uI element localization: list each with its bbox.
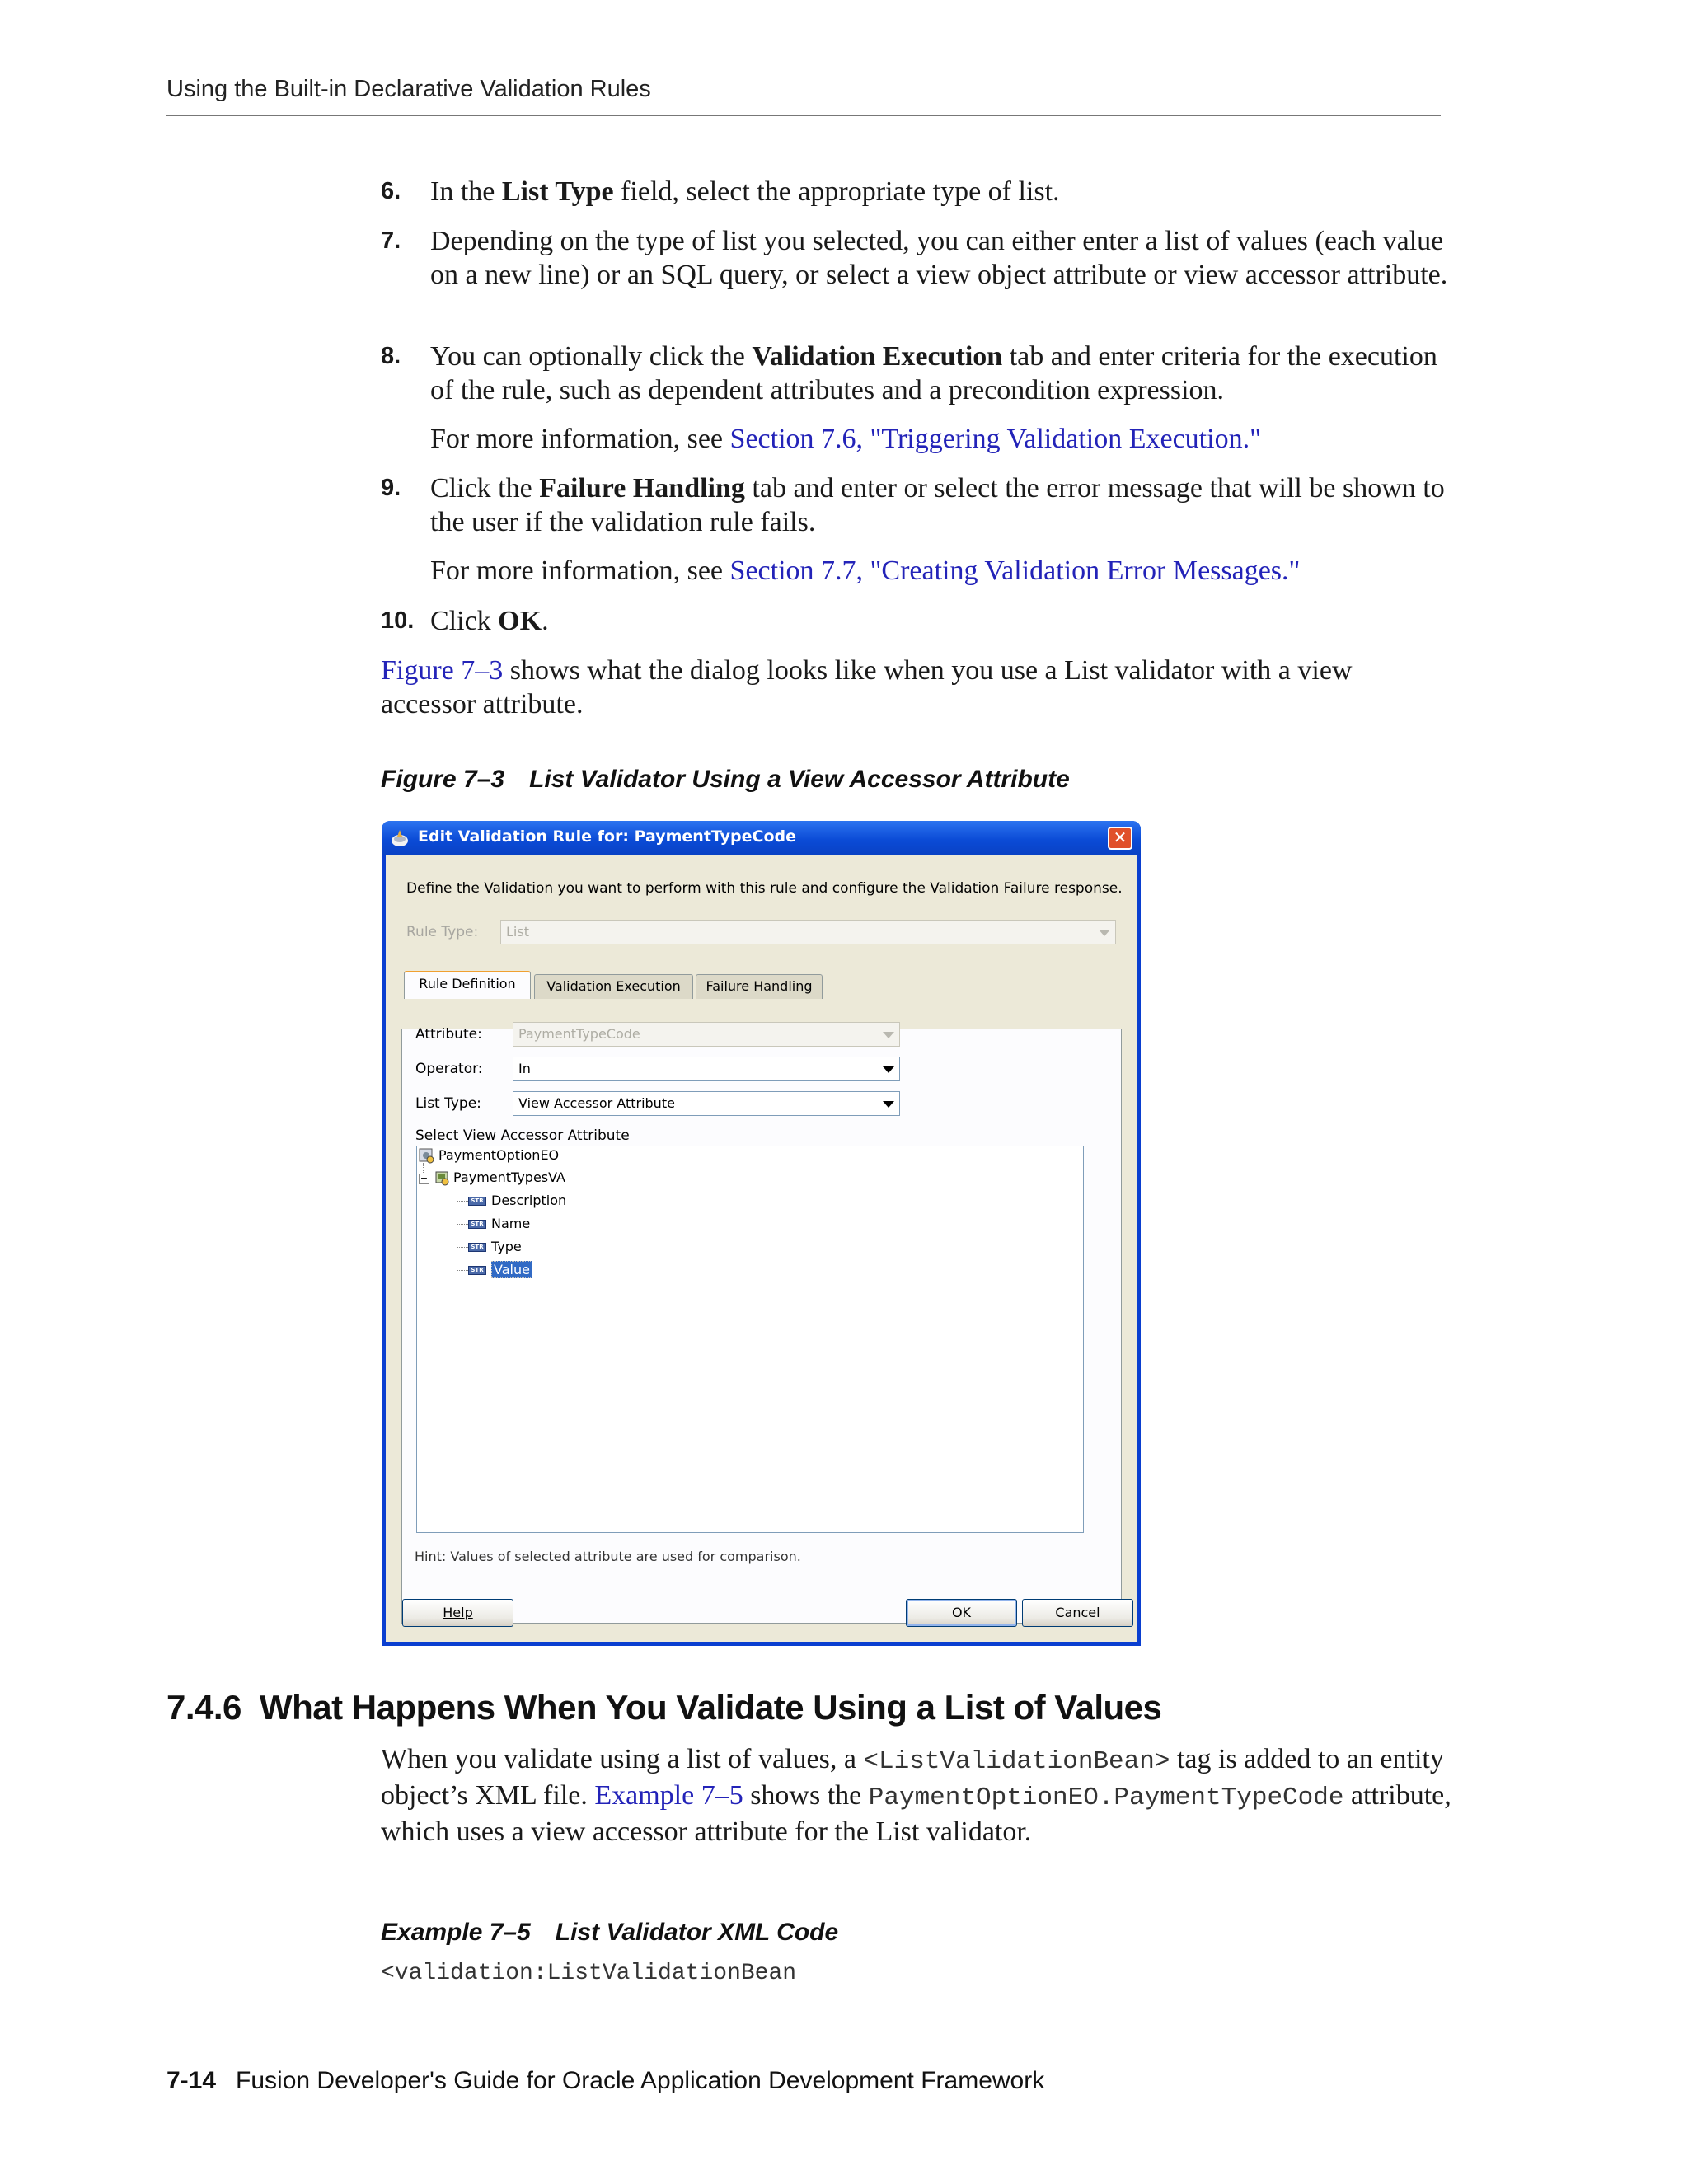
jdeveloper-icon [390,828,410,848]
caption-label: Example 7–5 [381,1919,531,1946]
close-button[interactable]: ✕ [1108,827,1132,850]
tree-node-label: PaymentOptionEO [438,1147,560,1163]
example-code-line: <validation:ListValidationBean [381,1961,797,1986]
para-text: attribute, which uses a view accessor attribute for the List validator. [381,1780,1451,1847]
step-bold-term: List Type [501,176,614,207]
step-7 [381,224,1452,292]
help-button[interactable] [402,1599,513,1627]
step-number: 7. [381,227,401,254]
page-footer [166,2067,1044,2095]
step-bold-term: Failure Handling [539,473,745,504]
tree-leaf-label: Description [491,1193,567,1208]
step-6 [381,175,1452,209]
dialog-description: Define the Validation you want to perform with this rule and configure the Validation Failure response. [406,880,1123,897]
header-rule [166,115,1441,116]
step-text: tab and enter criteria for the execution of the rule, such as dependent attributes and a precondition expression. [430,341,1437,405]
figure-intro-paragraph [381,654,1452,721]
para-text: shows what the dialog looks like when you use a List validator with a view accessor attribute. [381,655,1353,719]
step-text: field, select the appropriate type of list. [613,176,1060,207]
inline-code: <ListValidationBean> [863,1747,1170,1776]
attribute-label: Attribute: [415,1026,482,1043]
entity-object-icon [419,1148,435,1165]
step-number: 9. [381,475,401,501]
view-accessor-icon [434,1170,450,1187]
step-8 [381,340,1452,407]
para-text: When you validate using a list of values, a [381,1744,864,1774]
step-text: tab and enter or select the error message that will be shown to the user if the validation rule fails. [430,473,1445,537]
operator-label: Operator: [415,1061,483,1077]
string-type-icon: STR [468,1266,486,1275]
rule-type-value: List [506,924,529,940]
view-accessor-tree[interactable] [416,1146,1084,1533]
string-type-icon: STR [468,1243,486,1252]
tree-leaf-label: Type [491,1239,522,1254]
dialog-title: Edit Validation Rule for: PaymentTypeCode [418,827,796,846]
tree-leaf-name[interactable] [457,1214,530,1234]
attribute-value: PaymentTypeCode [518,1026,640,1042]
dialog-titlebar [382,821,1141,855]
page-number: 7-14 [166,2067,217,2094]
tab-failure-handling[interactable]: Failure Handling [696,974,823,999]
tree-leaf-label: Name [491,1216,531,1231]
tab-rule-definition[interactable]: Rule Definition [404,971,531,999]
cancel-button[interactable]: Cancel [1022,1599,1133,1627]
figure-7-3-link[interactable]: Figure 7–3 [381,655,504,686]
tree-leaf-label-selected: Value [491,1261,532,1278]
more-info-paragraph [430,422,1452,456]
caption-label: Figure 7–3 [381,766,505,793]
tree-node-label: PaymentTypesVA [453,1169,565,1185]
para-text: For more information, see [430,424,730,454]
tree-leaf-description[interactable] [457,1191,566,1211]
dialog-client-area [386,855,1137,1642]
list-type-label: List Type: [415,1095,481,1112]
hint-text: Hint: Values of selected attribute are used for comparison. [415,1549,801,1564]
rule-type-label: Rule Type: [406,924,479,940]
step-text: Click [430,606,499,636]
step-text: You can optionally click the [430,341,753,372]
operator-select[interactable] [513,1057,900,1081]
more-info-paragraph [430,554,1452,588]
step-text: . [542,606,549,636]
section-paragraph [381,1742,1452,1849]
string-type-icon: STR [468,1220,486,1229]
para-text: tag is added to an entity object’s XML file. [381,1744,1444,1811]
section-7-7-link[interactable]: Section 7.7, "Creating Validation Error Messages." [729,555,1301,586]
attribute-select[interactable] [513,1022,900,1047]
list-type-value: View Accessor Attribute [518,1095,675,1111]
step-number: 8. [381,343,401,369]
step-9 [381,471,1452,539]
tree-leaf-type[interactable] [457,1237,522,1257]
caption-title: List Validator Using a View Accessor Attribute [529,766,1070,793]
section-7-6-link[interactable]: Section 7.6, "Triggering Validation Execution." [729,424,1261,454]
tree-label: Select View Accessor Attribute [415,1127,630,1144]
tree-node-entity[interactable] [419,1146,559,1165]
inline-code: PaymentOptionEO.PaymentTypeCode [868,1783,1344,1812]
tree-expander[interactable]: − [420,1173,429,1183]
tree-leaf-value[interactable] [457,1260,532,1280]
step-number: 10. [381,607,415,634]
step-10 [381,604,1452,638]
chevron-down-icon [883,1101,894,1108]
ok-button[interactable]: OK [906,1599,1017,1627]
tab-validation-execution[interactable]: Validation Execution [534,974,693,999]
book-title: Fusion Developer's Guide for Oracle Application Development Framework [236,2067,1045,2094]
section-title: What Happens When You Validate Using a List of Values [259,1688,1162,1727]
step-bold-term: Validation Execution [752,341,1003,372]
help-button-label: Help [443,1605,473,1620]
chevron-down-icon [883,1066,894,1073]
running-header: Using the Built-in Declarative Validation Rules [166,76,651,102]
example-7-5-link[interactable]: Example 7–5 [594,1780,743,1811]
operator-value: In [518,1061,531,1076]
section-heading [166,1688,1161,1727]
list-type-select[interactable] [513,1091,900,1116]
para-text: shows the [743,1780,869,1811]
step-bold-term: OK [498,606,542,636]
chevron-down-icon [883,1032,894,1038]
step-text: Depending on the type of list you selected, you can either enter a list of values (each value on a new line) or an SQL query, or select a view object attribute or view accessor attribute. [430,226,1448,290]
step-text: Click the [430,473,540,504]
string-type-icon: STR [468,1197,486,1206]
figure-caption [381,766,1070,794]
example-caption [381,1919,838,1947]
para-text: For more information, see [430,555,730,586]
caption-title: List Validator XML Code [555,1919,839,1946]
chevron-down-icon [1099,930,1110,936]
tree-node-accessor[interactable] [434,1168,565,1188]
step-text: In the [430,176,502,207]
rule-type-select[interactable] [500,920,1116,944]
section-number: 7.4.6 [166,1688,241,1727]
step-number: 6. [381,178,401,204]
edit-validation-rule-dialog [382,821,1141,1646]
